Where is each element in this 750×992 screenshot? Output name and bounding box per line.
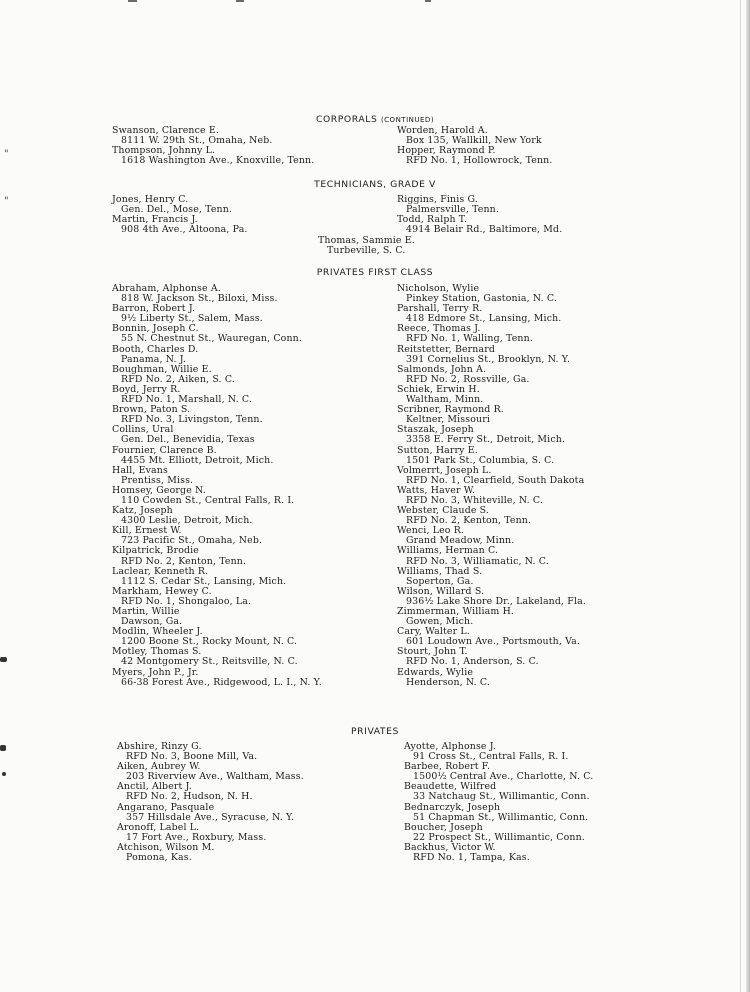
roster-entry <box>397 425 586 445</box>
soldier-name: Watts, Haver W. <box>397 484 476 496</box>
soldier-address: Gen. Del., Mose, Tenn. <box>121 204 233 216</box>
scan-mark <box>425 0 431 2</box>
soldier-name: Volmerrt, Joseph L. <box>397 464 492 476</box>
soldier-name: Todd, Ralph T. <box>397 214 467 226</box>
soldier-name: Williams, Thad S. <box>397 565 483 577</box>
soldier-address: Waltham, Minn. <box>406 394 484 406</box>
soldier-address: 42 Montgomery St., Reitsville, N. C. <box>121 656 298 668</box>
section-heading-technicians <box>0 179 750 190</box>
soldier-name: Barron, Robert J. <box>112 303 196 315</box>
roster-entry <box>404 742 593 762</box>
soldier-name: Jones, Henry C. <box>112 194 189 205</box>
soldier-address: Box 135, Wallkill, New York <box>406 135 542 147</box>
soldier-name: Reitstetter, Bernard <box>397 343 496 355</box>
soldier-name: Ayotte, Alphonse J. <box>404 741 497 752</box>
pfc-right-column <box>397 284 586 688</box>
soldier-name: Homsey, George N. <box>112 484 206 496</box>
soldier-address: RFD No. 2, Aiken, S. C. <box>121 373 235 385</box>
roster-entry <box>318 236 415 256</box>
soldier-address: Dawson, Ga. <box>121 616 183 628</box>
soldier-name: Martin, Willie <box>112 606 180 617</box>
roster-entry <box>112 324 322 344</box>
soldier-name: Hall, Evans <box>112 464 168 476</box>
roster-entry <box>112 587 322 607</box>
soldier-name: Beaudette, Wilfred <box>404 781 497 793</box>
section-heading-corporals <box>0 114 750 125</box>
roster-entry <box>112 195 248 215</box>
privates-left-column <box>117 742 304 863</box>
soldier-name: Nicholson, Wylie <box>397 283 480 294</box>
corporals-left-column <box>112 126 314 166</box>
soldier-address: RFD No. 3, Whiteville, N. C. <box>406 494 543 506</box>
soldier-name: Kill, Ernest W. <box>112 525 182 537</box>
roster-entry <box>397 486 586 506</box>
roster-entry <box>397 668 586 688</box>
roster-entry <box>112 627 322 647</box>
soldier-name: Modlin, Wheeler J. <box>112 626 203 638</box>
soldier-name: Bonnin, Joseph C. <box>112 323 199 335</box>
section-subtitle: (CONTINUED) <box>380 116 435 124</box>
margin-blot <box>0 745 6 751</box>
soldier-name: Thompson, Johnny L. <box>112 145 216 157</box>
roster-entry <box>397 647 586 667</box>
soldier-name: Brown, Paton S. <box>112 404 191 416</box>
soldier-name: Aiken, Aubrey W. <box>117 761 201 773</box>
roster-entry <box>397 567 586 587</box>
soldier-name: Reece, Thomas J. <box>397 323 481 335</box>
roster-entry <box>112 304 322 324</box>
soldier-name: Sutton, Harry E. <box>397 444 478 456</box>
soldier-address: 723 Pacific St., Omaha, Neb. <box>121 535 263 547</box>
soldier-name: Schiek, Erwin H. <box>397 383 480 395</box>
soldier-name: Fournier, Clarence B. <box>112 444 217 456</box>
roster-entry <box>404 762 593 782</box>
soldier-address: Gen. Del., Benevidia, Texas <box>121 434 255 446</box>
soldier-address: 3358 E. Ferry St., Detroit, Mich. <box>406 434 566 446</box>
roster-entry <box>397 506 586 526</box>
scan-edge-line <box>740 0 741 992</box>
scan-mark <box>128 0 137 2</box>
privates-right-column <box>404 742 593 863</box>
soldier-address: RFD No. 1, Marshall, N. C. <box>121 394 252 406</box>
roster-entry <box>117 762 304 782</box>
margin-tick-mark: " <box>4 149 9 160</box>
roster-entry <box>112 466 322 486</box>
roster-entry <box>397 446 586 466</box>
roster-entry <box>112 405 322 425</box>
roster-entry <box>112 567 322 587</box>
roster-entry <box>397 405 586 425</box>
soldier-address: 8111 W. 29th St., Omaha, Neb. <box>121 135 273 147</box>
soldier-address: RFD No. 1, Hollowrock, Tenn. <box>406 155 553 167</box>
soldier-address: 91 Cross St., Central Falls, R. I. <box>413 751 569 763</box>
soldier-address: 1112 S. Cedar St., Lansing, Mich. <box>121 575 287 587</box>
soldier-address: Panama, N. J. <box>121 353 187 365</box>
soldier-address: 357 Hillsdale Ave., Syracuse, N. Y. <box>126 811 295 823</box>
soldier-name: Markham, Hewey C. <box>112 585 212 597</box>
roster-entry <box>397 324 586 344</box>
roster-entry <box>112 284 322 304</box>
soldier-address: 203 Riverview Ave., Waltham, Mass. <box>126 771 304 783</box>
soldier-address: 33 Natchaug St., Willimantic, Conn. <box>413 791 590 803</box>
soldier-name: Parshall, Terry R. <box>397 303 483 315</box>
soldier-name: Salmonds, John A. <box>397 363 487 375</box>
soldier-address: RFD No. 2, Kenton, Tenn. <box>406 515 532 527</box>
soldier-name: Worden, Harold A. <box>397 125 488 136</box>
soldier-name: Boughman, Willie E. <box>112 363 212 375</box>
soldier-address: 51 Chapman St., Willimantic, Conn. <box>413 811 589 823</box>
roster-entry <box>397 215 562 235</box>
soldier-name: Webster, Claude S. <box>397 505 490 517</box>
soldier-address: 391 Cornelius St., Brooklyn, N. Y. <box>406 353 570 365</box>
soldier-address: Soperton, Ga. <box>406 575 474 587</box>
soldier-address: RFD No. 1, Walling, Tenn. <box>406 333 533 345</box>
soldier-name: Aronoff, Label L. <box>117 821 200 833</box>
roster-entry <box>117 823 304 843</box>
soldier-address: 22 Prospect St., Willimantic, Conn. <box>413 831 585 843</box>
section-title: TECHNICIANS, GRADE V <box>314 179 436 190</box>
soldier-name: Backhus, Victor W. <box>404 841 496 853</box>
soldier-address: Prentiss, Miss. <box>121 474 194 486</box>
soldier-address: 4300 Leslie, Detroit, Mich. <box>121 515 253 527</box>
roster-entry <box>112 486 322 506</box>
soldier-name: Boucher, Joseph <box>404 821 483 833</box>
soldier-name: Collins, Ural <box>112 424 174 436</box>
soldier-name: Riggins, Finis G. <box>397 194 478 205</box>
soldier-name: Hopper, Raymond P. <box>397 145 496 157</box>
margin-tick-mark: " <box>4 196 9 207</box>
soldier-name: Martin, Francis J. <box>112 214 198 226</box>
roster-entry <box>112 446 322 466</box>
soldier-address: RFD No. 3, Livingston, Tenn. <box>121 414 263 426</box>
section-title: PRIVATES <box>351 726 399 737</box>
soldier-name: Motley, Thomas S. <box>112 646 202 658</box>
pfc-left-column <box>112 284 322 688</box>
soldier-address: Pinkey Station, Gastonia, N. C. <box>406 293 557 305</box>
soldier-name: Boyd, Jerry R. <box>112 383 181 395</box>
roster-entry <box>397 195 562 215</box>
soldier-name: Williams, Herman C. <box>397 545 499 557</box>
roster-entry <box>397 526 586 546</box>
roster-entry <box>112 365 322 385</box>
section-title: CORPORALS <box>315 114 378 125</box>
soldier-name: Anctil, Albert J. <box>117 781 192 793</box>
roster-entry <box>397 627 586 647</box>
roster-entry <box>117 742 304 762</box>
soldier-address: 9½ Liberty St., Salem, Mass. <box>121 313 263 325</box>
soldier-name: Stourt, John T. <box>397 646 468 658</box>
roster-entry <box>112 385 322 405</box>
soldier-address: Gowen, Mich. <box>406 616 474 628</box>
soldier-name: Kilpatrick, Brodie <box>112 545 199 557</box>
soldier-address: 1501 Park St., Columbia, S. C. <box>406 454 555 466</box>
soldier-name: Barbee, Robert F. <box>404 761 491 773</box>
roster-entry <box>112 506 322 526</box>
section-title: PRIVATES FIRST CLASS <box>316 267 434 278</box>
roster-entry <box>404 823 593 843</box>
soldier-name: Angarano, Pasquale <box>117 801 215 813</box>
roster-entry <box>112 647 322 667</box>
soldier-address: Pomona, Kas. <box>126 852 192 864</box>
soldier-address: RFD No. 3, Boone Mill, Va. <box>126 751 258 763</box>
section-heading-privates <box>0 726 750 737</box>
roster-entry <box>117 803 304 823</box>
soldier-address: 818 W. Jackson St., Biloxi, Miss. <box>121 293 278 305</box>
soldier-address: RFD No. 1, Anderson, S. C. <box>406 656 539 668</box>
soldier-name: Booth, Charles D. <box>112 343 199 355</box>
roster-entry <box>397 385 586 405</box>
roster-entry <box>397 466 586 486</box>
soldier-name: Abraham, Alphonse A. <box>112 283 221 294</box>
soldier-name: Staszak, Joseph <box>397 424 474 436</box>
roster-entry <box>397 126 552 146</box>
soldier-address: Keltner, Missouri <box>406 414 490 426</box>
roster-entry <box>112 425 322 445</box>
soldier-name: Laclear, Kenneth R. <box>112 565 209 577</box>
soldier-name: Katz, Joseph <box>112 505 173 517</box>
soldier-address: Turbeville, S. C. <box>327 245 406 257</box>
soldier-address: Henderson, N. C. <box>406 676 491 688</box>
roster-entry <box>112 546 322 566</box>
roster-entry <box>117 782 304 802</box>
soldier-name: Swanson, Clarence E. <box>112 125 219 136</box>
section-heading-pfc <box>0 267 750 278</box>
roster-entry <box>112 126 314 146</box>
soldier-name: Bednarczyk, Joseph <box>404 801 501 813</box>
soldier-address: 1200 Boone St., Rocky Mount, N. C. <box>121 636 298 648</box>
roster-entry <box>112 668 322 688</box>
soldier-address: RFD No. 3, Williamatic, N. C. <box>406 555 549 567</box>
roster-entry <box>397 284 586 304</box>
roster-entry <box>397 345 586 365</box>
roster-entry <box>112 146 314 166</box>
soldier-name: Thomas, Sammie E. <box>318 235 415 246</box>
soldier-address: RFD No. 1, Tampa, Kas. <box>413 852 530 864</box>
soldier-address: RFD No. 2, Kenton, Tenn. <box>121 555 247 567</box>
soldier-name: Wilson, Willard S. <box>397 585 485 597</box>
roster-entry <box>112 215 248 235</box>
soldier-address: RFD No. 1, Clearfield, South Dakota <box>406 474 585 486</box>
roster-entry <box>397 146 552 166</box>
roster-entry <box>404 843 593 863</box>
roster-entry <box>117 843 304 863</box>
soldier-address: 66-38 Forest Ave., Ridgewood, L. I., N. Y. <box>121 676 322 688</box>
roster-entry <box>397 546 586 566</box>
soldier-name: Atchison, Wilson M. <box>117 841 215 853</box>
soldier-address: 4914 Belair Rd., Baltimore, Md. <box>406 224 563 236</box>
soldier-name: Scribner, Raymond R. <box>397 404 504 416</box>
soldier-address: 418 Edmore St., Lansing, Mich. <box>406 313 562 325</box>
soldier-address: 55 N. Chestnut St., Wauregan, Conn. <box>121 333 302 345</box>
technicians-right-column <box>397 195 562 235</box>
roster-entry <box>397 365 586 385</box>
roster-entry <box>397 304 586 324</box>
roster-entry <box>404 782 593 802</box>
soldier-address: Palmersville, Tenn. <box>406 204 499 216</box>
technicians-center-entry <box>318 236 415 256</box>
roster-entry <box>112 345 322 365</box>
soldier-address: 601 Loudown Ave., Portsmouth, Va. <box>406 636 581 648</box>
margin-blot <box>2 772 6 776</box>
scan-mark <box>236 0 244 2</box>
soldier-address: RFD No. 1, Shongaloo, La. <box>121 595 252 607</box>
soldier-name: Myers, John P., Jr. <box>112 666 199 678</box>
soldier-address: Grand Meadow, Minn. <box>406 535 515 547</box>
soldier-name: Cary, Walter L. <box>397 626 470 638</box>
soldier-address: 4455 Mt. Elliott, Detroit, Mich. <box>121 454 274 466</box>
soldier-name: Abshire, Rinzy G. <box>117 741 202 752</box>
technicians-left-column <box>112 195 248 235</box>
scan-edge <box>746 0 750 992</box>
corporals-right-column <box>397 126 552 166</box>
margin-blot <box>0 657 7 662</box>
roster-entry <box>112 526 322 546</box>
soldier-address: RFD No. 2, Rossville, Ga. <box>406 373 530 385</box>
roster-entry <box>397 607 586 627</box>
soldier-address: 908 4th Ave., Altoona, Pa. <box>121 224 248 236</box>
soldier-address: RFD No. 2, Hudson, N. H. <box>126 791 253 803</box>
soldier-address: 936½ Lake Shore Dr., Lakeland, Fla. <box>406 595 586 607</box>
soldier-address: 1618 Washington Ave., Knoxville, Tenn. <box>121 155 315 167</box>
soldier-address: 17 Fort Ave., Roxbury, Mass. <box>126 831 267 843</box>
soldier-name: Wenci, Leo R. <box>397 525 465 537</box>
roster-entry <box>404 803 593 823</box>
soldier-name: Zimmerman, William H. <box>397 606 515 617</box>
soldier-address: 1500½ Central Ave., Charlotte, N. C. <box>413 771 594 783</box>
roster-entry <box>397 587 586 607</box>
roster-entry <box>112 607 322 627</box>
soldier-address: 110 Cowden St., Central Falls, R. I. <box>121 494 295 506</box>
soldier-name: Edwards, Wylie <box>397 666 474 678</box>
